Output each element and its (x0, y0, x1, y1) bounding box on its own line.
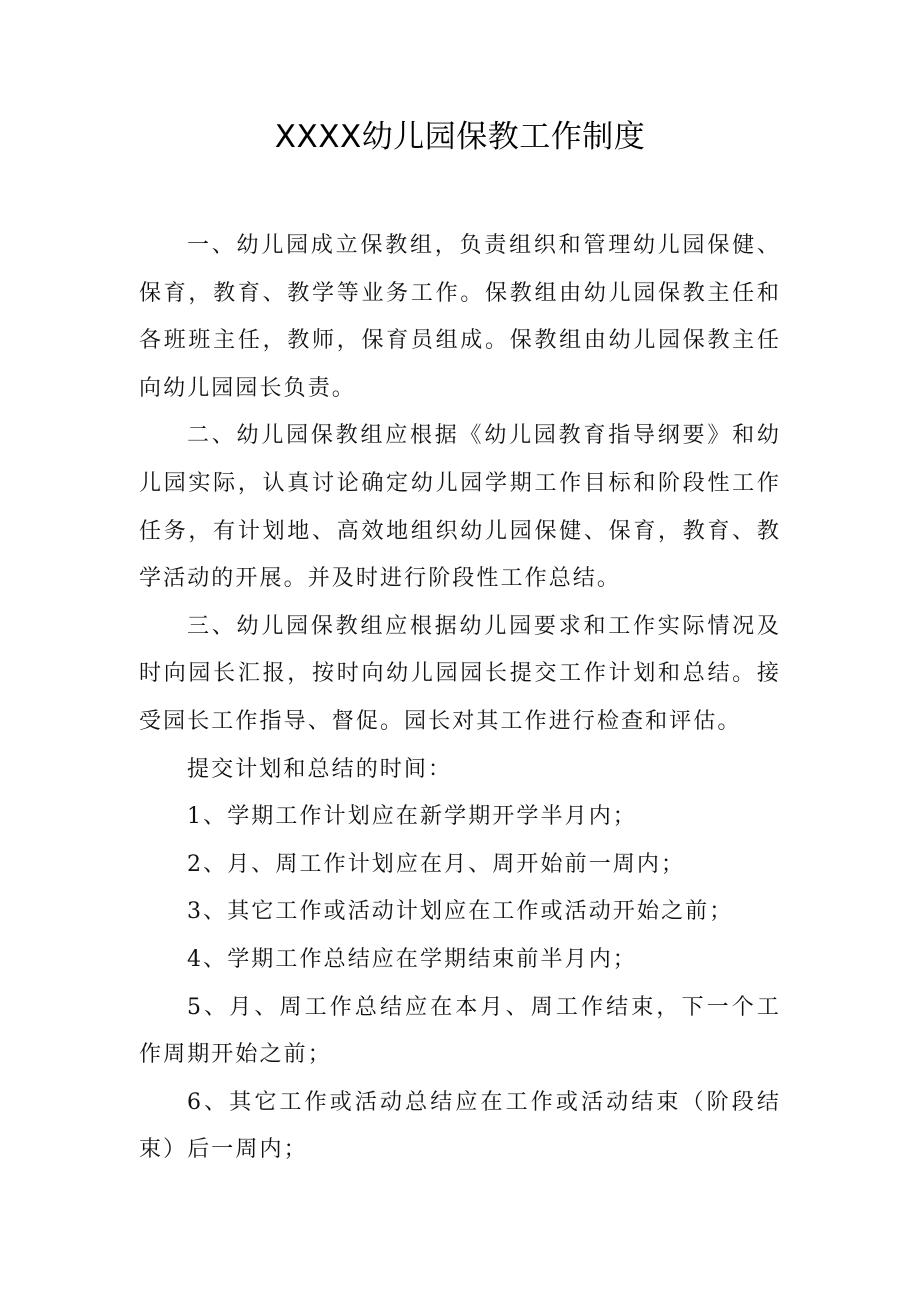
list-item-2: 2、月、周工作计划应在月、周开始前一周内； (187, 851, 686, 877)
list-item-1: 1、学期工作计划应在新学期开学半月内； (187, 804, 637, 830)
list-item-4: 4、学期工作总结应在学期结束前半月内； (187, 946, 637, 972)
list-item-5: 5、月、周工作总结应在本月、周工作结束，下一个工作周期开始之前； (139, 994, 781, 1068)
list-item-6: 6、其它工作或活动总结应在工作或活动结束（阶段结束）后一周内； (139, 1089, 781, 1163)
document-title: XXXX幼儿园保教工作制度 (274, 119, 646, 155)
paragraph-submission-heading: 提交计划和总结的时间： (187, 756, 453, 782)
list-item-3: 3、其它工作或活动计划应在工作或活动开始之前； (187, 899, 734, 925)
paragraph-1: 一、幼儿园成立保教组，负责组织和管理幼儿园保健、保育，教育、教学等业务工作。保教组由幼儿园保教主任和各班班主任，教师，保育员组成。保教组由幼儿园保教主任向幼儿园园长负责。 (139, 233, 781, 401)
paragraph-3: 三、幼儿园保教组应根据幼儿园要求和工作实际情况及时向园长汇报，按时向幼儿园园长提交工作计划和总结。接受园长工作指导、督促。园长对其工作进行检查和评估。 (139, 613, 781, 734)
paragraph-2: 二、幼儿园保教组应根据《幼儿园教育指导纲要》和幼儿园实际，认真讨论确定幼儿园学期工作目标和阶段性工作任务，有计划地、高效地组织幼儿园保健、保育，教育、教学活动的开展。并及时进行阶段性工作总结。 (139, 423, 781, 592)
document-body (139, 222, 781, 1174)
